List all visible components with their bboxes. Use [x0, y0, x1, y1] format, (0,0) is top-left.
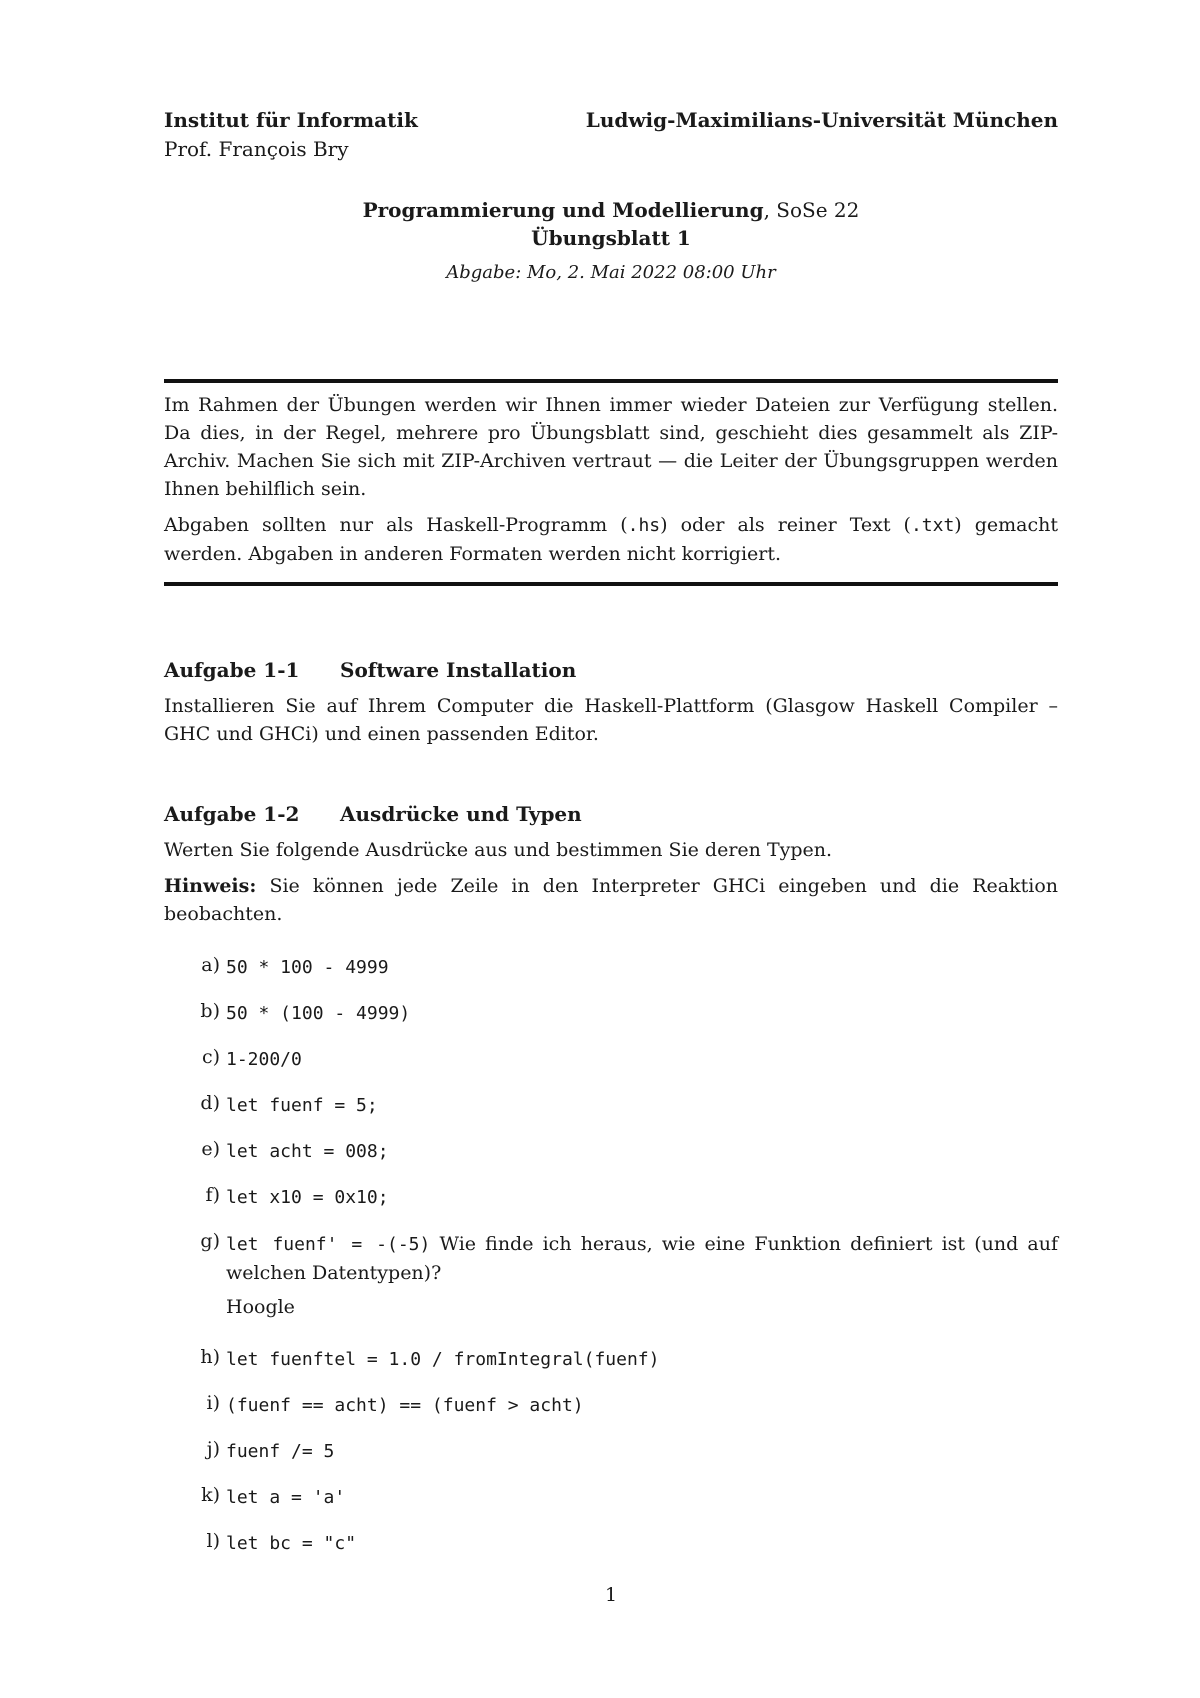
sheet-title: Übungsblatt 1 [531, 226, 691, 250]
list-item: h) let fuenftel = 1.0 / fromIntegral(fuenf) [200, 1346, 660, 1370]
notice-paragraph-2: Abgaben sollten nur als Haskell-Programm (.hs) oder als reiner Text (.txt) gemacht werden. Abgaben in anderen Formaten werden nicht korrigiert. [164, 514, 1058, 565]
task-body: Werten Sie folgende Ausdrücke aus und bestimmen Sie deren Typen. Hinweis: Sie können jede Zeile in den Interpreter GHCi eingeben und die Reaktion beobachten. [164, 839, 1058, 925]
university-name: Ludwig-Maximilians-Universität München [585, 108, 1058, 132]
due-date: Abgabe: Mo, 2. Mai 2022 08:00 Uhr [446, 262, 776, 283]
task-body: Installieren Sie auf Ihrem Computer die Haskell-Plattform (Glasgow Haskell Compiler – GHC und GHCi) und einen passenden Editor. [164, 695, 1058, 745]
list-item: k) let a = 'a' [201, 1484, 346, 1508]
professor-name: Prof. François Bry [164, 137, 349, 161]
task-heading: Aufgabe 1-1 Software Installation [164, 658, 577, 682]
task-heading: Aufgabe 1-2 Ausdrücke und Typen [164, 802, 582, 826]
top-rule [164, 379, 1058, 383]
expression-list [184, 954, 1058, 1576]
list-item: e) let acht = 008; [201, 1138, 389, 1162]
page-number: 1 [604, 1584, 618, 1606]
task-1-1 [164, 656, 1058, 756]
title-block [164, 196, 1058, 252]
list-item: d) let fuenf = 5; [200, 1092, 378, 1116]
answer-text: Hoogle [226, 1296, 295, 1318]
document-page [164, 0, 1058, 1698]
task-1-2 [164, 800, 1058, 936]
course-title: Programmierung und Modellierung, SoSe 22 [362, 198, 860, 222]
list-item: f) let x10 = 0x10; [205, 1184, 389, 1208]
institute-name: Institut für Informatik [164, 108, 418, 132]
list-item: b) 50 * (100 - 4999) [200, 1000, 411, 1024]
list-item: j) fuenf /= 5 [206, 1438, 335, 1462]
notice-paragraph-1: Im Rahmen der Übungen werden wir Ihnen immer wieder Dateien zur Verfügung stellen. Da dies, in der Regel, mehrere pro Übungsblatt sind, geschieht dies gesammelt als ZIP-Archiv. Machen Sie sich mit ZIP-Archiven vertraut — die Leiter der Übungsgruppen werden Ihnen behilflich sein. [164, 394, 1058, 500]
list-item: a) 50 * 100 - 4999 [201, 954, 389, 978]
list-item: l) let bc = "c" [206, 1530, 357, 1554]
notice-box [164, 391, 1058, 576]
list-item: g) let fuenf' = -(-5) Wie finde ich heraus, wie eine Funktion definiert ist (und auf welchen Datentypen)? Hoogle [184, 1230, 1058, 1346]
list-item: i) (fuenf == acht) == (fuenf > acht) [206, 1392, 584, 1416]
bottom-rule [164, 582, 1058, 586]
list-item: c) 1-200/0 [201, 1046, 302, 1070]
